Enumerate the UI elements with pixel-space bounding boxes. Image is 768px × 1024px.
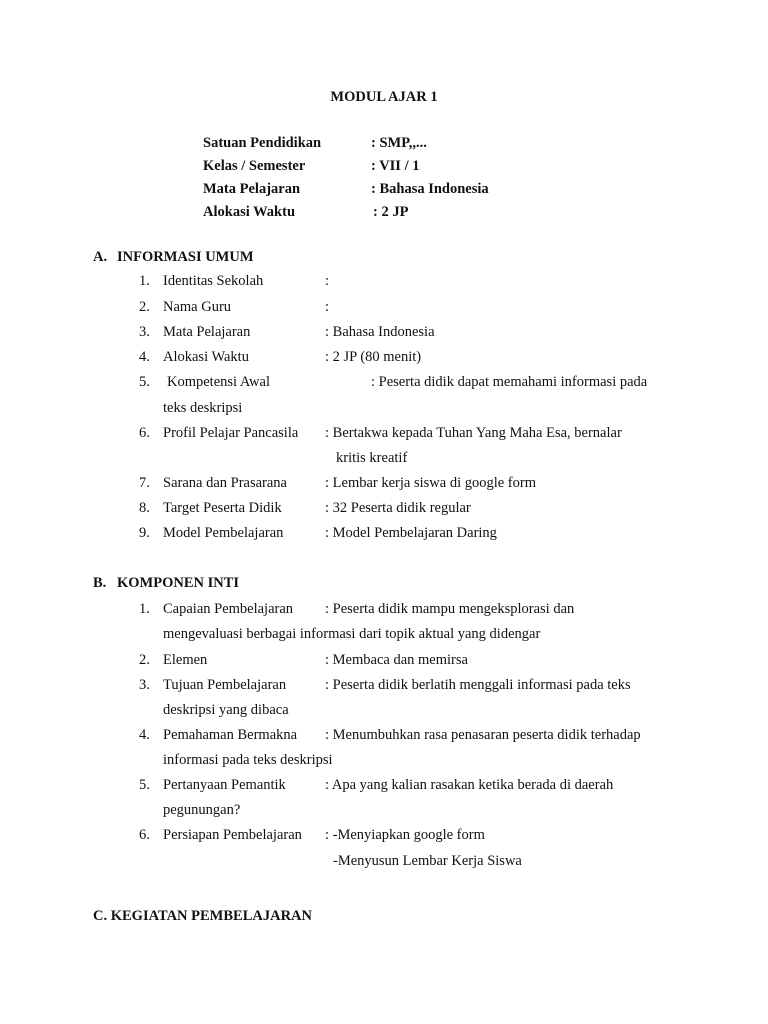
item-label: Identitas Sekolah xyxy=(163,273,264,289)
item-label: Mata Pelajaran xyxy=(163,324,251,340)
item-value: : xyxy=(325,299,330,315)
item-number: 1. xyxy=(139,273,150,289)
item-label: Persiapan Pembelajaran xyxy=(163,827,302,843)
item-value-continuation: teks deskripsi xyxy=(163,400,243,416)
item-number: 7. xyxy=(139,475,150,491)
item-label: Alokasi Waktu xyxy=(163,349,249,365)
item-value: : 2 JP (80 menit) xyxy=(325,349,422,365)
item-label: Target Peserta Didik xyxy=(163,500,282,516)
item-value-continuation: -Menyusun Lembar Kerja Siswa xyxy=(333,853,522,869)
section-a-letter: A. xyxy=(93,249,108,265)
item-value: : Bertakwa kepada Tuhan Yang Maha Esa, bernalar xyxy=(325,425,622,441)
item-number: 4. xyxy=(139,727,150,743)
item-value-continuation: kritis kreatif xyxy=(336,450,408,466)
item-value: : Lembar kerja siswa di google form xyxy=(325,475,536,491)
document-title: MODUL AJAR 1 xyxy=(330,89,438,105)
item-value: : Bahasa Indonesia xyxy=(325,324,435,340)
item-value: : Peserta didik berlatih menggali informasi pada teks xyxy=(325,677,631,693)
item-number: 6. xyxy=(139,425,150,441)
item-label: Profil Pelajar Pancasila xyxy=(163,425,299,441)
item-value-continuation: deskripsi yang dibaca xyxy=(163,702,289,718)
header-value-mapel: : Bahasa Indonesia xyxy=(371,181,489,197)
item-number: 2. xyxy=(139,299,150,315)
item-label: Pemahaman Bermakna xyxy=(163,727,298,743)
header-value-satuan: : SMP,,... xyxy=(371,135,427,151)
item-label: Kompetensi Awal xyxy=(167,374,270,390)
item-label: Capaian Pembelajaran xyxy=(163,601,294,617)
item-number: 4. xyxy=(139,349,150,365)
item-value: : Menumbuhkan rasa penasaran peserta didik terhadap xyxy=(325,727,641,743)
section-b-letter: B. xyxy=(93,575,107,591)
item-number: 3. xyxy=(139,324,150,340)
item-value: : Peserta didik dapat memahami informasi pada xyxy=(371,374,648,390)
item-number: 9. xyxy=(139,525,150,541)
item-number: 5. xyxy=(139,374,150,390)
header-label-kelas: Kelas / Semester xyxy=(203,158,306,174)
item-label: Pertanyaan Pemantik xyxy=(163,777,286,793)
header-label-alokasi: Alokasi Waktu xyxy=(203,204,296,220)
item-value: : Membaca dan memirsa xyxy=(325,652,468,668)
header-label-satuan: Satuan Pendidikan xyxy=(203,135,322,151)
item-value-continuation: informasi pada teks deskripsi xyxy=(163,752,333,768)
item-label: Elemen xyxy=(163,652,208,668)
item-value: : xyxy=(325,273,330,289)
header-value-alokasi: : 2 JP xyxy=(373,204,409,220)
item-value: : Model Pembelajaran Daring xyxy=(325,525,497,541)
item-value: : Apa yang kalian rasakan ketika berada di daerah xyxy=(325,777,614,793)
item-value: : Peserta didik mampu mengeksplorasi dan xyxy=(325,601,575,617)
item-value-continuation: mengevaluasi berbagai informasi dari topik aktual yang didengar xyxy=(163,626,541,642)
item-value-continuation: pegunungan? xyxy=(163,802,241,818)
item-number: 5. xyxy=(139,777,150,793)
item-number: 8. xyxy=(139,500,150,516)
item-number: 1. xyxy=(139,601,150,617)
item-value: : -Menyiapkan google form xyxy=(325,827,485,843)
header-label-mapel: Mata Pelajaran xyxy=(203,181,301,197)
item-label: Model Pembelajaran xyxy=(163,525,284,541)
header-value-kelas: : VII / 1 xyxy=(371,158,420,174)
item-label: Nama Guru xyxy=(163,299,232,315)
section-a-heading: INFORMASI UMUM xyxy=(117,249,254,265)
item-label: Sarana dan Prasarana xyxy=(163,475,287,491)
section-c-heading: C. KEGIATAN PEMBELAJARAN xyxy=(93,908,312,924)
item-number: 3. xyxy=(139,677,150,693)
section-b-heading: KOMPONEN INTI xyxy=(117,575,240,591)
item-label: Tujuan Pembelajaran xyxy=(163,677,287,693)
item-number: 2. xyxy=(139,652,150,668)
item-number: 6. xyxy=(139,827,150,843)
item-value: : 32 Peserta didik regular xyxy=(325,500,471,516)
